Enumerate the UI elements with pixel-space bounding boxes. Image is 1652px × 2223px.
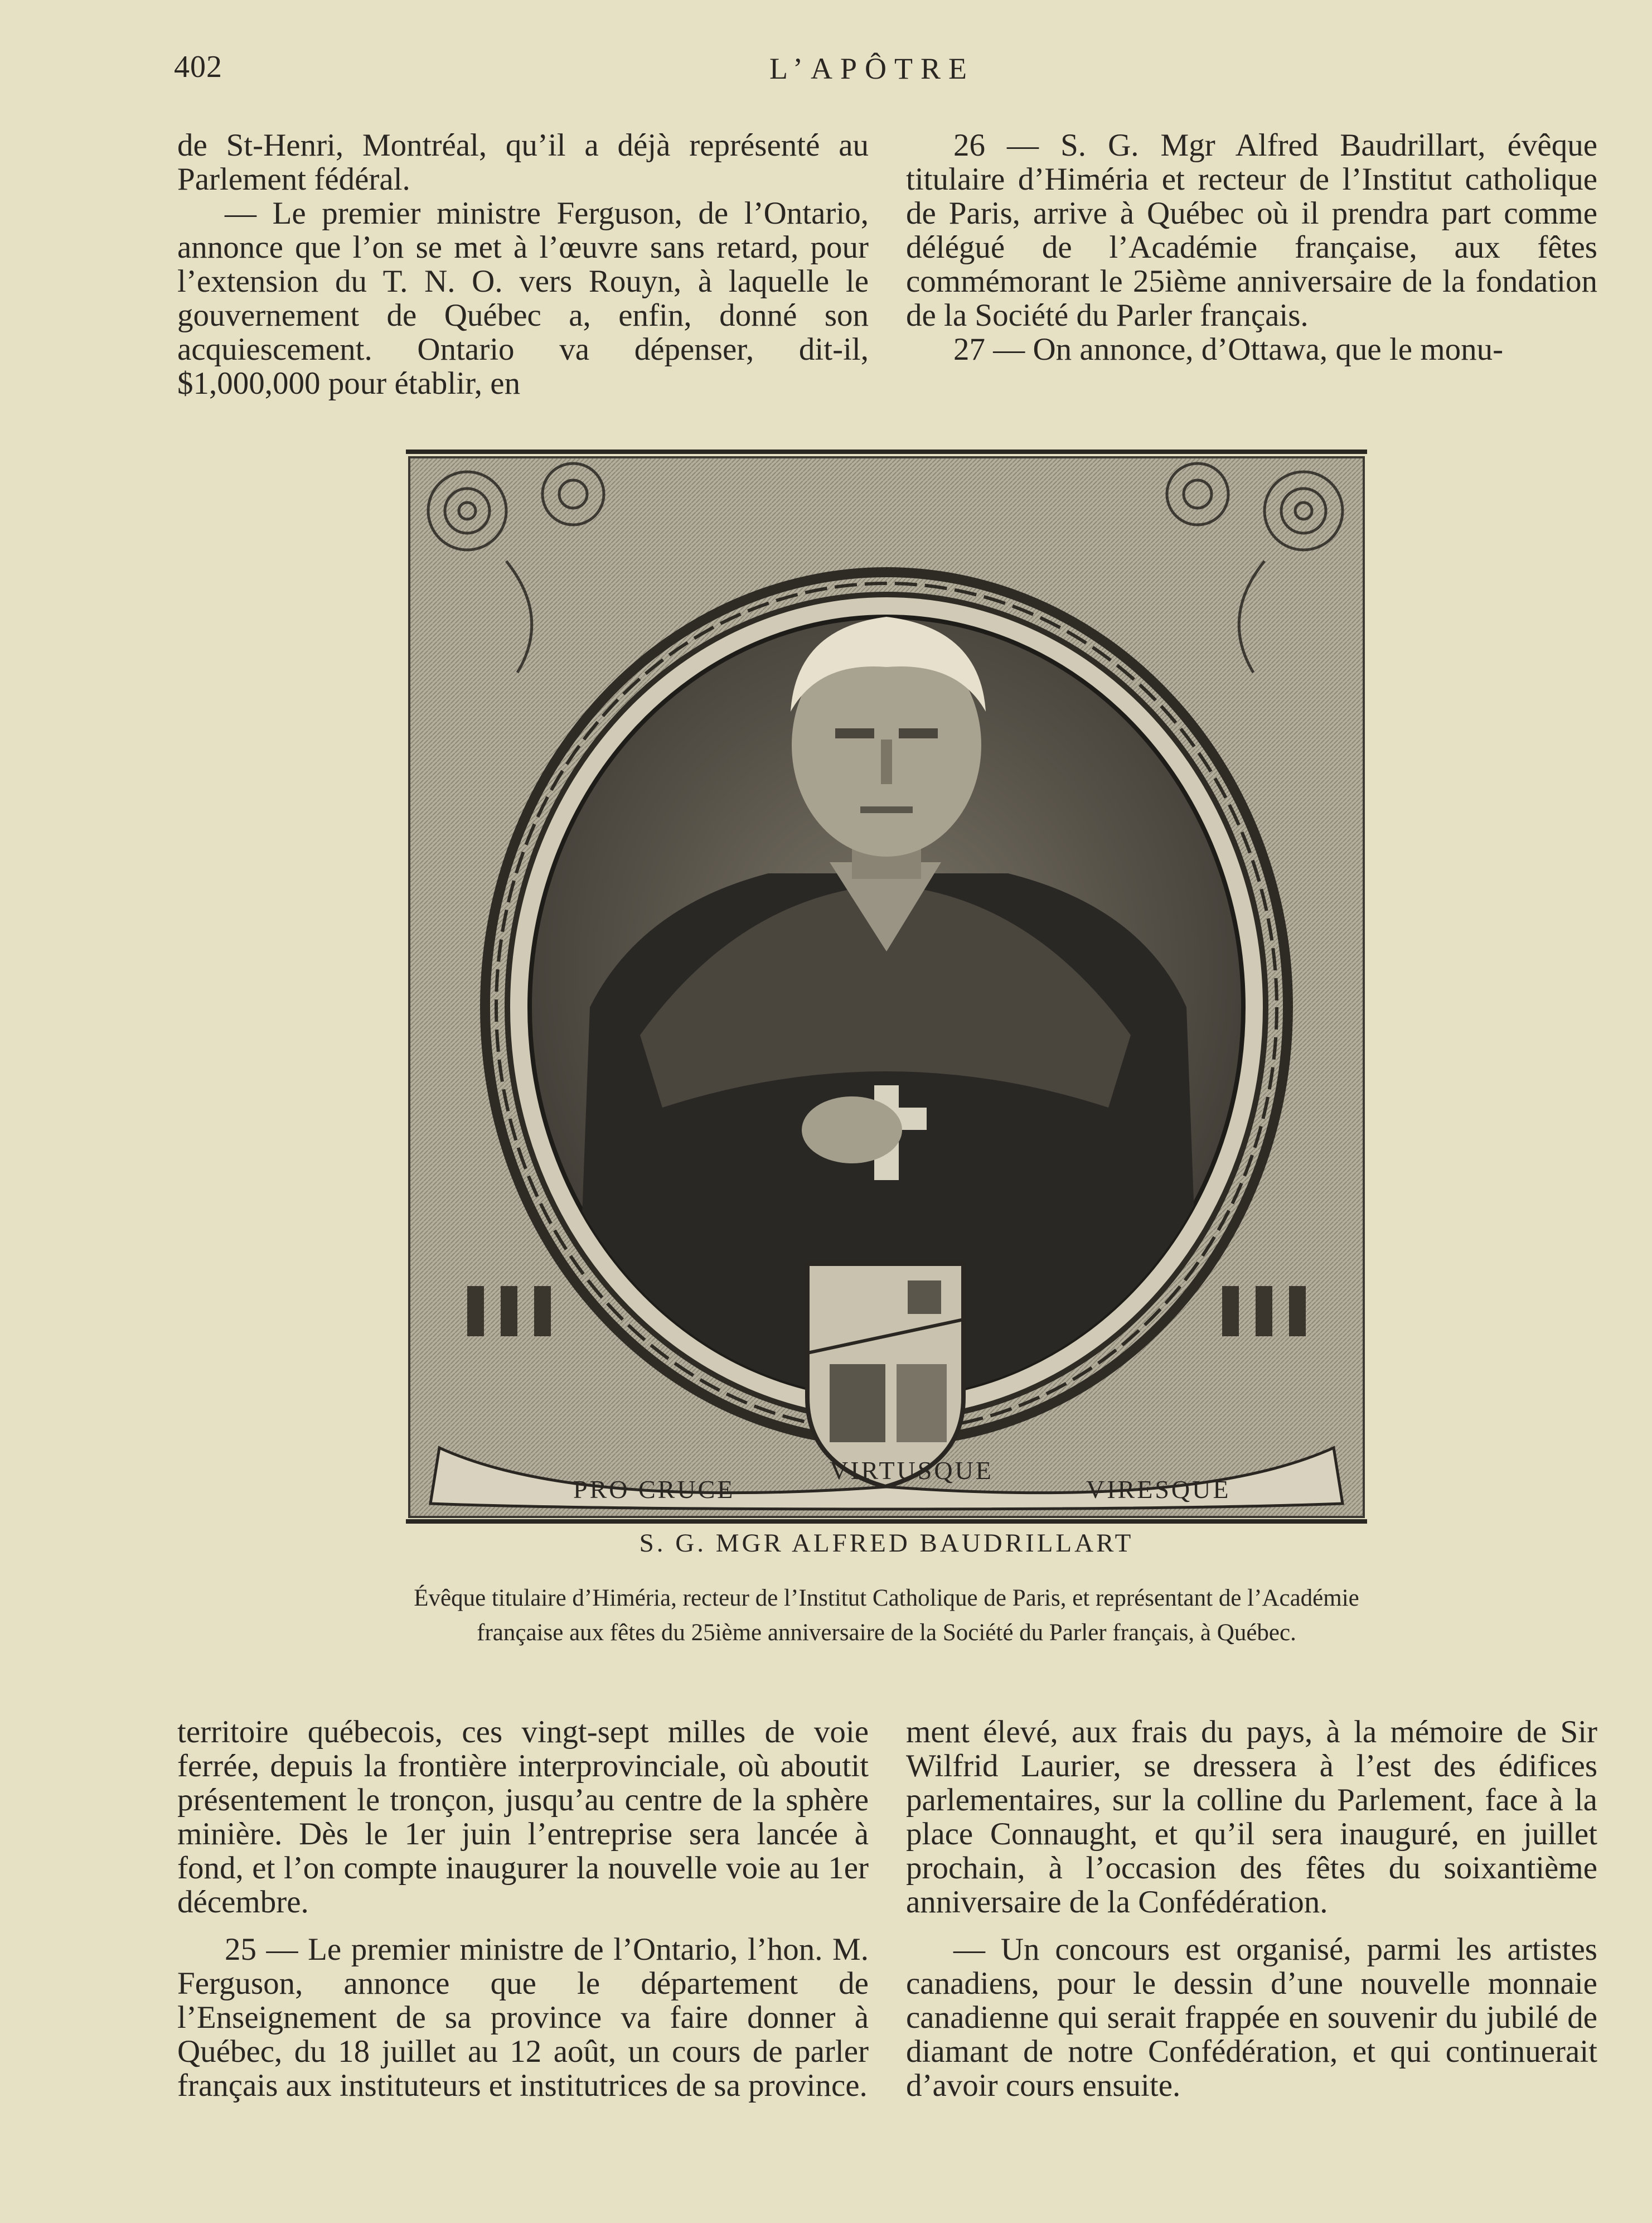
column-top-left	[177, 128, 869, 400]
motto-pro-cruce: PRO CRUCE	[573, 1475, 735, 1504]
paragraph: 25 — Le premier ministre de l’Ontario, l’hon. M. Ferguson, annonce que le département de l’Enseignement de sa province va faire donner à Québec, du 18 juillet au 12 août, un cours de parler français aux instituteurs et institutrices de sa province.	[177, 1932, 869, 2103]
figure-caption-body: Évêque titulaire d’Himéria, recteur de l’Institut Catholique de Paris, et représentant de l’Académie française aux fêtes du 25ième anniversaire de la Société du Parler français, à Québec.	[414, 1585, 1359, 1646]
column-top-right	[906, 128, 1597, 366]
paragraph: — Le premier ministre Ferguson, de l’Ontario, annonce que l’on se met à l’œuvre sans retard, pour l’extension du T. N. O. vers Rouyn, à laquelle le gouvernement de Québec a, enfin, donné son acquiescement. Ontario va dépenser, dit-il, $1,000,000 pour établir, en	[177, 196, 869, 401]
paragraph: — Un concours est organisé, parmi les artistes canadiens, pour le dessin d’une nouvelle monnaie canadienne qui serait frappée en souvenir du jubilé de diamant de notre Confédération, et qui continuerait d’avoir cours ensuite.	[906, 1932, 1597, 2103]
paragraph: territoire québecois, ces vingt-sept milles de voie ferrée, depuis la frontière interprovinciale, où aboutit présentement le tronçon, jusqu’au centre de la sphère minière. Dès le 1er juin l’entreprise sera lancée à fond, et l’on compte inaugurer la nouvelle voie au 1er décembre.	[177, 1714, 869, 1920]
figure-caption-title: S. G. MGR ALFRED BAUDRILLART	[639, 1529, 1134, 1558]
bottom-rule	[406, 1519, 1367, 1524]
page-number: 402	[174, 50, 222, 84]
column-bottom-left	[177, 1715, 869, 2103]
coat-of-arms-shield	[807, 1264, 963, 1487]
paragraph: 27 — On annonce, d’Ottawa, que le monu-	[953, 332, 1504, 367]
column-bottom-right	[906, 1715, 1597, 2103]
motto-viresque: VIRESQUE	[1086, 1475, 1231, 1504]
portrait-engraving	[406, 450, 1367, 1526]
motto-virtusque: VIRTUSQUE	[830, 1456, 994, 1485]
top-rule	[406, 450, 1367, 454]
portrait-figure	[406, 450, 1367, 1526]
paragraph: 26 — S. G. Mgr Alfred Baudrillart, évêque titulaire d’Himéria et recteur de l’Institut catholique de Paris, arrive à Québec où il prendra part comme délégué de l’Académie française, aux fêtes commémorant le 25ième anniversaire de la fondation de la Société du Parler français.	[906, 128, 1597, 333]
running-title: L’APÔTRE	[769, 52, 975, 85]
paragraph: ment élevé, aux frais du pays, à la mémoire de Sir Wilfrid Laurier, se dressera à l’est des édifices parlementaires, sur la colline du Parlement, face à la place Connaught, et qu’il sera inauguré, en juillet prochain, à l’occasion des fêtes du soixantième anniversaire de la Confédération.	[906, 1714, 1597, 1920]
paragraph: de St-Henri, Montréal, qu’il a déjà représenté au Parlement fédéral.	[177, 128, 869, 197]
